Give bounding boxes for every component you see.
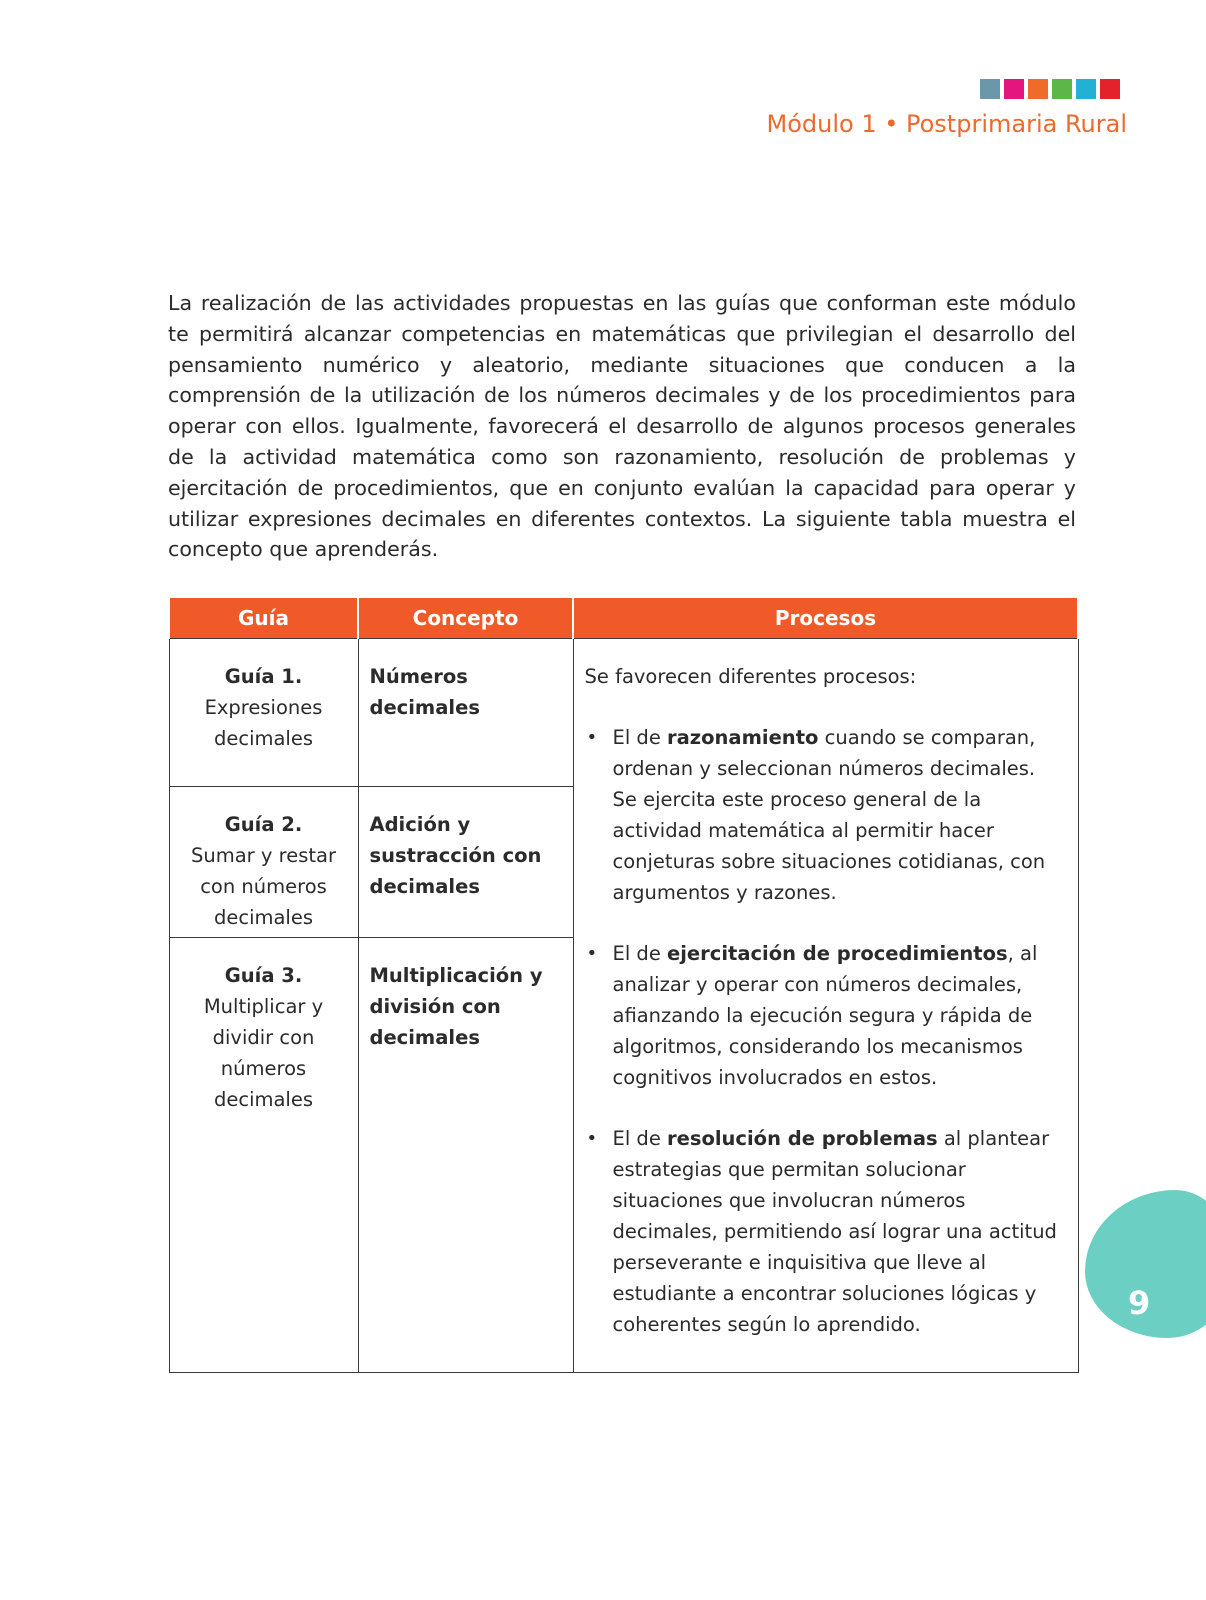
guia-title: Guía 2. <box>224 813 303 836</box>
module-title: Módulo 1 • Postprimaria Rural <box>766 110 1127 138</box>
table-header-row <box>169 598 1078 639</box>
color-block <box>1028 79 1048 99</box>
color-block <box>1052 79 1072 99</box>
concepto-cell: Adición y sustracción con decimales <box>358 787 573 938</box>
intro-paragraph: La realización de las actividades propuestas en las guías que conforman este módulo te permitirá alcanzar competencias en matemáticas que privilegian el desarrollo del pensamiento numérico y aleatorio, mediante situaciones que conducen a la comprensión de la utilización de los números decimales y de los procedimientos para operar con ellos. Igualmente, favorecerá el desarrollo de algunos procesos generales de la actividad matemática como son razonamiento, resolución de problemas y ejercitación de procedimientos, que en conjunto evalúan la capacidad para operar y utilizar expresiones decimales en diferentes contextos. La siguiente tabla muestra el concepto que aprenderás. <box>168 291 1076 562</box>
guia-cell <box>169 938 358 1373</box>
procesos-intro: Se favorecen diferentes procesos: <box>584 665 917 688</box>
header-guia: Guía <box>169 598 358 639</box>
procesos-cell <box>573 639 1078 1373</box>
concept-table <box>168 598 1079 1373</box>
list-item: • El de resolución de problemas al plantear estrategias que permitan solucionar situaciones que involucran números decimales, permitiendo así lograr una actitud perseverante e inquisitiva que lleve al estudiante a encontrar soluciones lógicas y coherentes según lo aprendido. <box>585 1123 1064 1340</box>
color-block <box>1100 79 1120 99</box>
color-block <box>1004 79 1024 99</box>
guia-text: Sumar y restar con números decimales <box>191 844 336 929</box>
procesos-list <box>585 722 1064 1340</box>
color-blocks <box>980 79 1120 99</box>
header-procesos: Procesos <box>573 598 1078 639</box>
guia-cell <box>169 787 358 938</box>
list-item: • El de ejercitación de procedimientos, al analizar y operar con números decimales, afianzando la ejecución segura y rápida de algoritmos, considerando los mecanismos cognitivos involucrados en estos. <box>585 938 1064 1093</box>
list-item: • El de razonamiento cuando se comparan, ordenan y seleccionan números decimales. Se ejercita este proceso general de la actividad matemática al permitir hacer conjeturas sobre situaciones cotidianas, con argumentos y razones. <box>585 722 1064 908</box>
concepto-cell: Multiplicación y división con decimales <box>358 938 573 1373</box>
color-block <box>1076 79 1096 99</box>
table-row <box>169 639 1078 787</box>
header-concepto: Concepto <box>358 598 573 639</box>
guia-title: Guía 1. <box>224 665 303 688</box>
page-number: 9 <box>1128 1284 1151 1322</box>
concepto-cell: Números decimales <box>358 639 573 787</box>
guia-cell <box>169 639 358 787</box>
guia-title: Guía 3. <box>224 964 303 987</box>
color-block <box>980 79 1000 99</box>
guia-text: Expresiones decimales <box>204 696 323 750</box>
guia-text: Multiplicar y dividir con números decimales <box>203 995 324 1111</box>
